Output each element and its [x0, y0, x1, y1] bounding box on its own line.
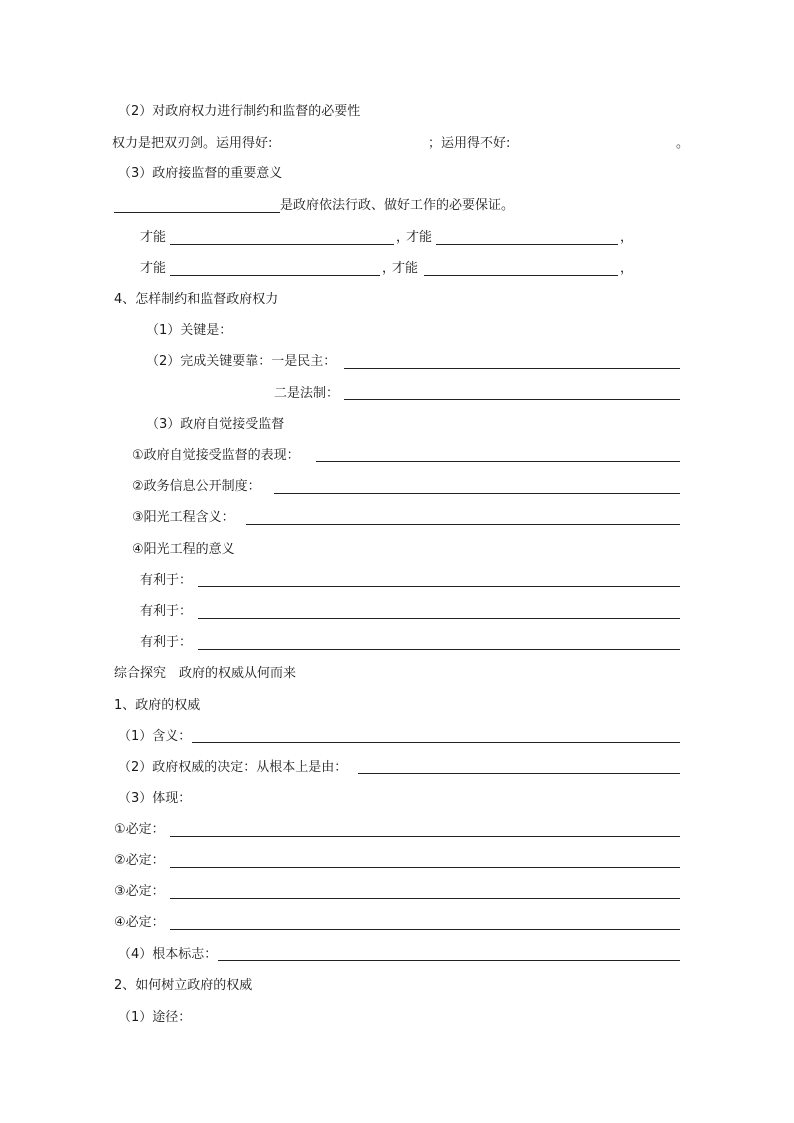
misuse-label: ；运用得不好: [428, 136, 511, 151]
cai-neng-blank[interactable] [424, 275, 618, 276]
benefit-label: 有利于： [140, 635, 193, 650]
fundamental-mark-blank[interactable] [218, 960, 680, 961]
cai-neng-label: 才能 [140, 261, 167, 276]
benefit-blank[interactable] [198, 586, 680, 587]
section-4-heading: 4、怎样制约和监督政府权力 [114, 292, 279, 307]
fundamental-mark-label: （4）根本标志： [118, 947, 218, 962]
benefit-blank[interactable] [198, 649, 680, 650]
section-2-heading: （2）对政府权力进行制约和监督的必要性 [118, 104, 361, 119]
guarantee-blank[interactable] [114, 212, 280, 213]
disclosure-label: ②政务信息公开制度： [132, 479, 261, 494]
double-edged-label: 权力是把双刃剑。运用得好: [112, 136, 273, 151]
meaning-blank[interactable] [192, 742, 680, 743]
explore-heading: 综合探究 政府的权威从何而来 [114, 666, 297, 681]
must-blank[interactable] [170, 867, 680, 868]
cai-neng-blank[interactable] [436, 244, 618, 245]
cai-neng-blank[interactable] [170, 275, 380, 276]
benefit-label: 有利于： [140, 604, 193, 619]
democracy-blank[interactable] [344, 368, 680, 369]
benefit-label: 有利于： [140, 573, 193, 588]
comma-mark: ， [620, 230, 634, 245]
cai-neng-label: ， [382, 261, 396, 276]
must-blank[interactable] [170, 898, 680, 899]
manifestation-blank[interactable] [316, 461, 680, 462]
period-mark: 。 [676, 136, 690, 151]
must-label: ③必定： [114, 884, 165, 899]
decide-blank[interactable] [358, 773, 680, 774]
must-blank[interactable] [170, 836, 680, 837]
key-label: （1）关键是： [146, 323, 233, 338]
section-3-heading: （3）政府接监督的重要意义 [118, 166, 283, 181]
law-label: 二是法制： [274, 386, 340, 401]
path-label: （1）途径： [118, 1010, 192, 1025]
disclosure-blank[interactable] [274, 493, 680, 494]
cai-neng-label: 才能 [140, 230, 167, 245]
law-blank[interactable] [344, 399, 680, 400]
cai-neng-blank[interactable] [170, 244, 394, 245]
establish-heading: 2、如何树立政府的权威 [114, 978, 253, 993]
cai-neng-label: 才能 [406, 230, 433, 245]
embody-label: （3）体现： [118, 791, 192, 806]
sunshine-significance-label: ④阳光工程的意义 [132, 542, 235, 557]
cai-neng-label: ， [396, 230, 410, 245]
authority-heading: 1、政府的权威 [114, 698, 201, 713]
decide-label: （2）政府权威的决定：从根本上是由： [118, 760, 348, 775]
cai-neng-label: 才能 [392, 261, 419, 276]
must-blank[interactable] [170, 929, 680, 930]
democracy-label: （2）完成关键要靠：一是民主： [146, 354, 337, 369]
must-label: ④必定： [114, 915, 165, 930]
sunshine-meaning-label: ③阳光工程含义： [132, 510, 235, 525]
accept-supervision-label: （3）政府自觉接受监督 [146, 417, 285, 432]
guarantee-label: 是政府依法行政、做好工作的必要保证。 [280, 198, 515, 213]
comma-mark: ， [620, 261, 634, 276]
manifestation-label: ①政府自觉接受监督的表现： [132, 448, 300, 463]
meaning-label: （1）含义： [118, 729, 192, 744]
must-label: ①必定： [114, 822, 165, 837]
sunshine-meaning-blank[interactable] [246, 524, 680, 525]
must-label: ②必定： [114, 853, 165, 868]
benefit-blank[interactable] [198, 618, 680, 619]
